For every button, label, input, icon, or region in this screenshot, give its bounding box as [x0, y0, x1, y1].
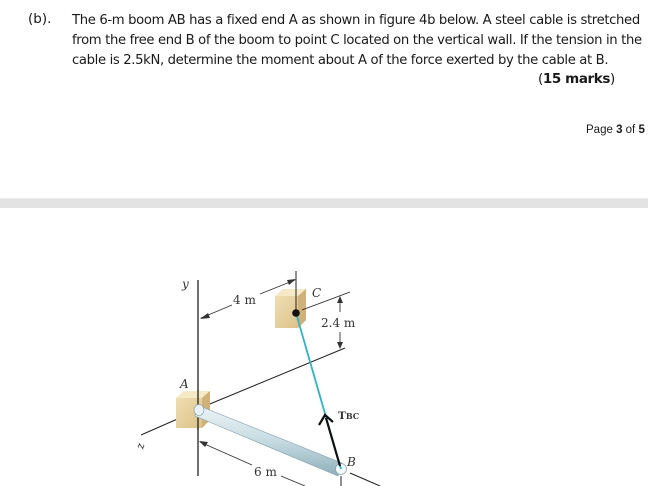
b-extension	[350, 473, 380, 486]
question-label: (b).	[28, 11, 52, 27]
question-line-1: The 6-m boom AB has a fixed end A as shown in figure 4b below. A steel cable is stretched	[72, 13, 640, 28]
anchor-point-c	[292, 309, 300, 317]
page-prefix: Page	[586, 124, 617, 136]
page-total: 5	[638, 124, 645, 136]
point-c-label: C	[312, 286, 322, 300]
marks-label	[538, 71, 615, 87]
marks-value: 15 marks	[542, 71, 611, 87]
page-mid: of	[622, 124, 639, 136]
dim-2-4m-label: 2.4 m	[321, 316, 356, 330]
z-axis-label: z	[133, 442, 148, 450]
question-line-3: cable is 2.5kN, determine the moment about A of the force exerted by the cable at B.	[72, 53, 609, 68]
point-a-label: A	[180, 377, 189, 391]
marks-open: (	[538, 71, 543, 87]
page-number	[586, 124, 645, 136]
page-current: 3	[616, 124, 623, 136]
c-horizontal-extension	[302, 292, 350, 310]
dim-4m-label: 4 m	[233, 293, 256, 307]
tension-label: TBC	[338, 410, 360, 422]
support-block-c	[275, 289, 306, 328]
figure-4b	[0, 207, 648, 486]
x-axis-extension	[205, 348, 345, 406]
marks-close: )	[610, 71, 615, 87]
dim-6m-line-left	[200, 442, 252, 465]
point-b-label: B	[347, 455, 356, 469]
question-text	[72, 11, 642, 71]
y-axis-label: y	[182, 277, 189, 291]
dim-6m-line-right	[281, 476, 305, 486]
dim-6m-label: 6 m	[254, 465, 277, 479]
question-line-2: from the free end B of the boom to point C located on the vertical wall. If the tension in the	[72, 33, 642, 48]
